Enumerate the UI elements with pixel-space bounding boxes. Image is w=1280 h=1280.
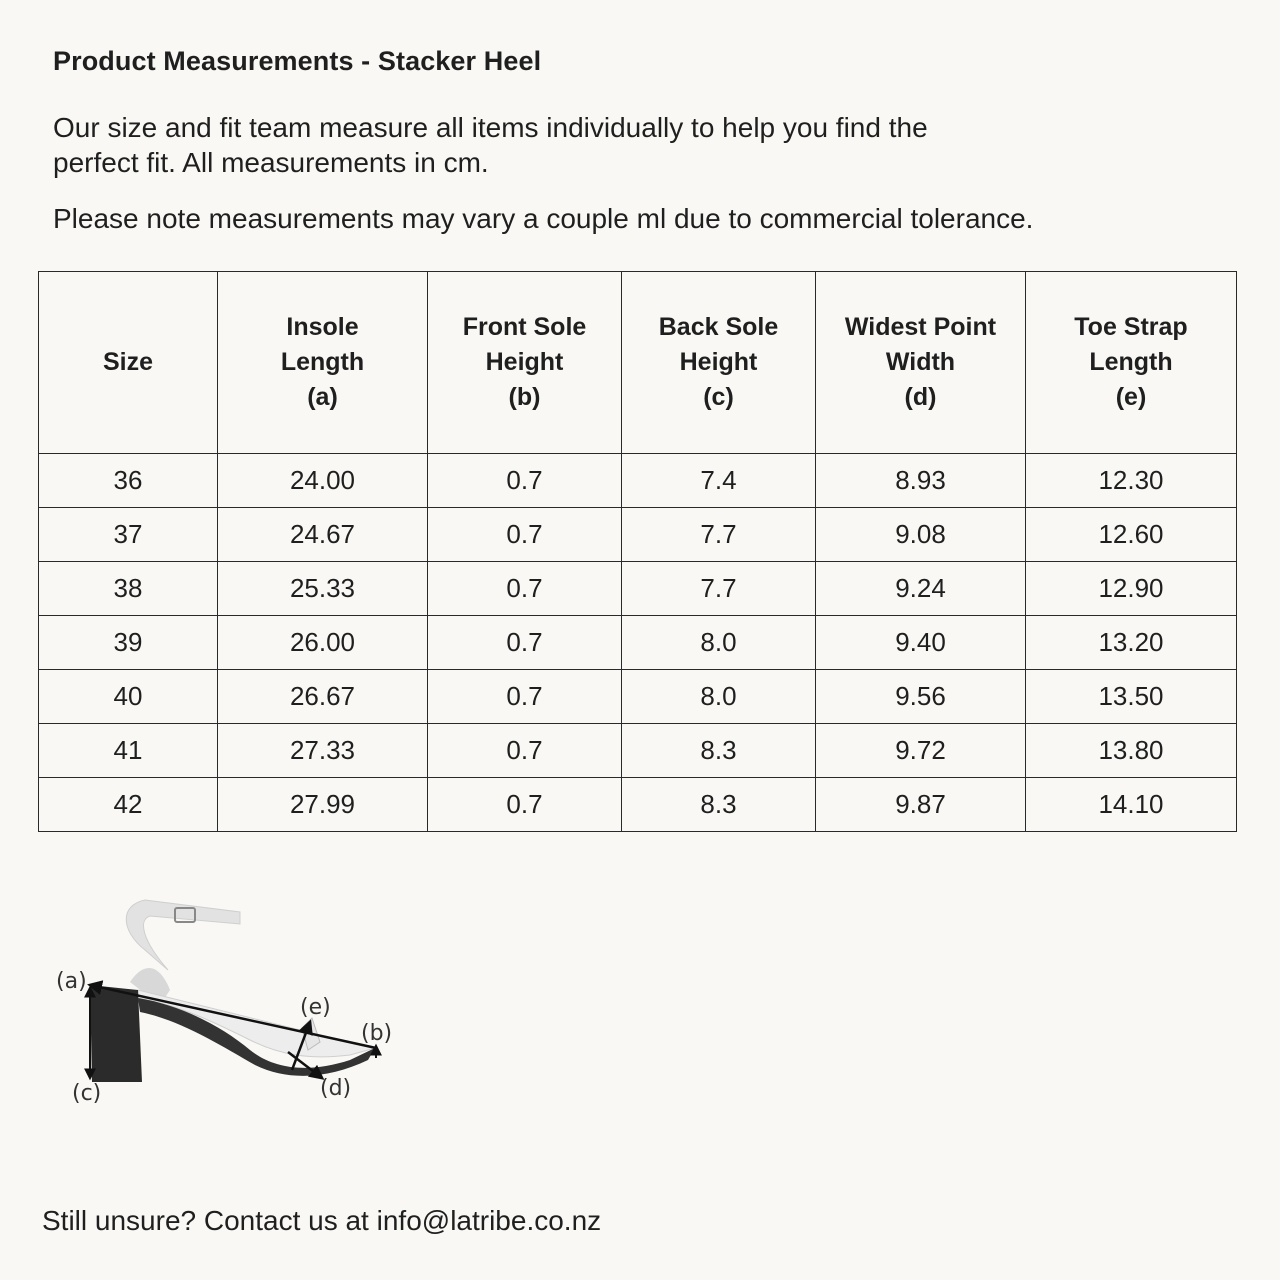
table-cell: 12.60: [1026, 508, 1237, 562]
table-cell: 0.7: [428, 562, 622, 616]
column-header-line: Height: [485, 348, 564, 376]
table-cell: 40: [39, 670, 218, 724]
table-row: [39, 778, 1237, 832]
measurements-table: [38, 271, 1237, 832]
table-cell: 9.08: [816, 508, 1026, 562]
table-cell: 25.33: [218, 562, 428, 616]
column-header-line: Insole: [286, 313, 359, 341]
column-header-line: Length: [1089, 348, 1173, 376]
diagram-label-c: (c): [72, 1081, 102, 1106]
table-cell: 12.30: [1026, 454, 1237, 508]
table-row: [39, 616, 1237, 670]
column-header-line: Height: [679, 348, 758, 376]
table-cell: 9.24: [816, 562, 1026, 616]
column-header-line: (e): [1115, 383, 1147, 411]
column-header-line: Size: [102, 348, 154, 376]
table-cell: 0.7: [428, 508, 622, 562]
table-cell: 12.90: [1026, 562, 1237, 616]
table-cell: 7.7: [622, 508, 816, 562]
column-header-line: Back Sole: [658, 313, 779, 341]
table-cell: 0.7: [428, 778, 622, 832]
contact-footer: Still unsure? Contact us at info@latribe.co.nz: [42, 1205, 602, 1236]
diagram-label-d: (d): [320, 1076, 352, 1101]
table-cell: 24.00: [218, 454, 428, 508]
table-cell: 14.10: [1026, 778, 1237, 832]
table-cell: 9.56: [816, 670, 1026, 724]
table-cell: 8.0: [622, 670, 816, 724]
diagram-label-a: (a): [56, 969, 87, 994]
column-header-line: (a): [307, 383, 338, 411]
table-cell: 13.20: [1026, 616, 1237, 670]
table-cell: 9.72: [816, 724, 1026, 778]
table-cell: 0.7: [428, 616, 622, 670]
table-cell: 27.33: [218, 724, 428, 778]
intro-text: Our size and fit team measure all items individually to help you find the perfect fit. All measurements in cm.: [53, 112, 928, 178]
column-header-line: Front Sole: [462, 313, 587, 341]
table-cell: 0.7: [428, 454, 622, 508]
tolerance-note: Please note measurements may vary a couple ml due to commercial tolerance.: [53, 203, 1034, 234]
table-cell: 36: [39, 454, 218, 508]
table-cell: 42: [39, 778, 218, 832]
column-header-line: (c): [703, 383, 734, 411]
column-header: [428, 272, 622, 454]
table-cell: 8.0: [622, 616, 816, 670]
column-header: [816, 272, 1026, 454]
column-header-line: Toe Strap: [1074, 313, 1188, 341]
table-cell: 7.7: [622, 562, 816, 616]
table-cell: 24.67: [218, 508, 428, 562]
table-cell: 39: [39, 616, 218, 670]
page-title: Product Measurements - Stacker Heel: [53, 46, 542, 76]
table-cell: 0.7: [428, 724, 622, 778]
column-header-line: (d): [904, 383, 937, 411]
diagram-label-e: (e): [300, 995, 331, 1020]
shoe-illustration: [90, 900, 375, 1082]
table-cell: 0.7: [428, 670, 622, 724]
table-row: [39, 670, 1237, 724]
column-header: [1026, 272, 1237, 454]
diagram-label-b: (b): [361, 1021, 393, 1046]
table-cell: 8.93: [816, 454, 1026, 508]
column-header-line: Width: [885, 348, 956, 376]
table-body: [39, 454, 1237, 832]
column-header: [622, 272, 816, 454]
table-cell: 41: [39, 724, 218, 778]
column-header: [39, 272, 218, 454]
table-cell: 37: [39, 508, 218, 562]
table-cell: 8.3: [622, 778, 816, 832]
table-row: [39, 454, 1237, 508]
table-cell: 38: [39, 562, 218, 616]
shoe-diagram: [50, 890, 410, 1120]
table-cell: 27.99: [218, 778, 428, 832]
table-cell: 26.67: [218, 670, 428, 724]
column-header-line: Length: [280, 348, 365, 376]
table-cell: 9.87: [816, 778, 1026, 832]
column-header: [218, 272, 428, 454]
table-cell: 13.80: [1026, 724, 1237, 778]
table-cell: 7.4: [622, 454, 816, 508]
table-header-row: [39, 272, 1237, 454]
table-row: [39, 508, 1237, 562]
table-cell: 13.50: [1026, 670, 1237, 724]
column-header-line: (b): [508, 383, 541, 411]
table-row: [39, 724, 1237, 778]
table-cell: 26.00: [218, 616, 428, 670]
column-header-line: Widest Point: [844, 313, 997, 341]
table-cell: 8.3: [622, 724, 816, 778]
table-row: [39, 562, 1237, 616]
table-cell: 9.40: [816, 616, 1026, 670]
